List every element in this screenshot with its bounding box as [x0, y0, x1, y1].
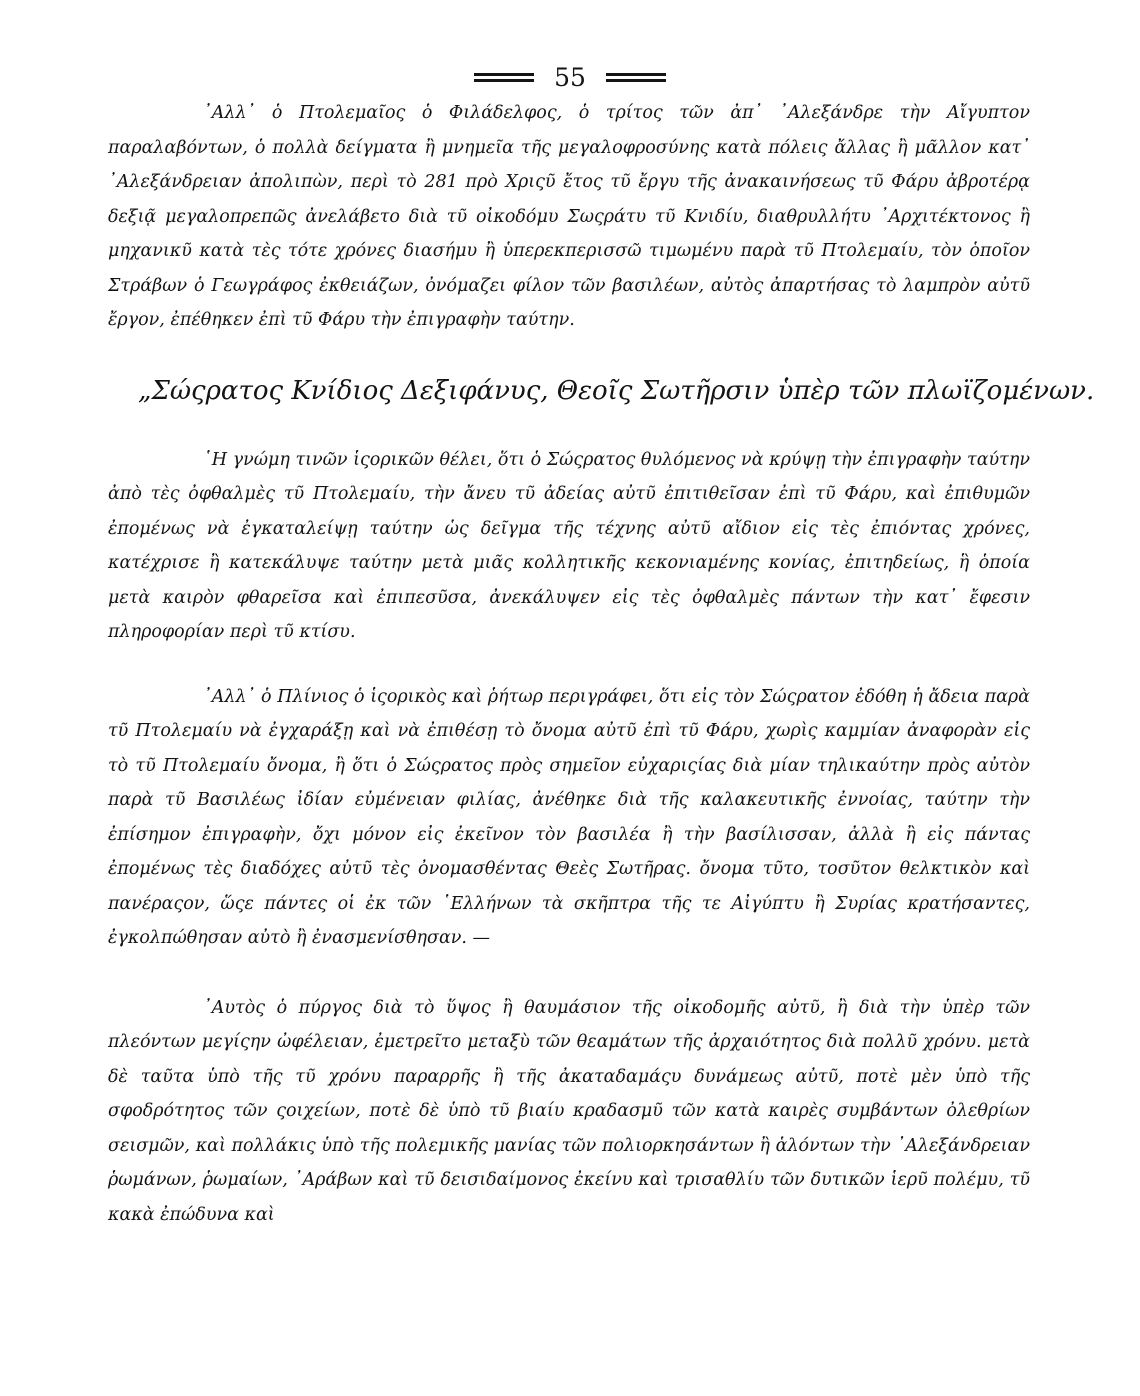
- page-header: [0, 60, 1140, 94]
- page-number: 55: [554, 62, 586, 92]
- header-rule-left: [474, 73, 534, 82]
- paragraph-pliny: ᾽Αλλ᾽ ὁ Πλίνιος ὁ ἱςορικὸς καὶ ῥήτωρ περιγράφει, ὅτι εἰς τὸν Σώςρατον ἐδόθη ἡ ἄδεια παρὰ τῦ Πτολεμαίυ νὰ ἐγχαράξῃ καὶ νὰ ἐπιθέσῃ τὸ ὄνομα αὐτῦ ἐπὶ τῦ Φάρυ, χωρὶς καμμίαν ἀναφορὰν εἰς τὸ τῦ Πτολεμαίυ ὄνομα, ἢ ὅτι ὁ Σώςρατος πρὸς σημεῖον εὐχαριςίας διὰ μίαν τηλικαύτην πρὸς αὐτὸν παρὰ τῦ Βασιλέως ἰδίαν εὐμένειαν φιλίας, ἀνέθηκε διὰ τῆς καλακευτικῆς ἐννοίας, ταύτην τὴν ἐπίσημον ἐπιγραφὴν, ὄχι μόνον εἰς ἐκεῖνον τὸν βασιλέα ἢ τὴν βασίλισσαν, ἀλλὰ ἢ εἰς πάντας ἐπομένως τὲς διαδόχες αὐτῦ τὲς ὀνομασθέντας Θεὲς Σωτῆρας. ὄνομα τῦτο, τοσῦτον θελκτικὸν καὶ πανέραςον, ὥςε πάντες οἱ ἐκ τῶν ῾Ελλήνων τὰ σκῆπτρα τῆς τε Αἰγύπτυ ἢ Συρίας κρατήσαντες, ἐγκολπώθησαν αὐτὸ ἢ ἐνασμενίσθησαν. —: [108, 686, 1030, 948]
- paragraph-ptolemy-philadelphus: ᾽Αλλ᾽ ὁ Πτολεμαῖος ὁ Φιλάδελφος, ὁ τρίτος τῶν ἀπ᾽ ᾽Αλεξάνδρε τὴν Αἴγυπτον παραλαβόντων, ὁ πολλὰ δείγματα ἢ μνημεῖα τῆς μεγαλοφροσύνης κατὰ πόλεις ἄλλας ἢ μᾶλλον κατ᾽ ᾽Αλεξάνδρειαν ἀπολιπὼν, περὶ τὸ 281 πρὸ Χριςῦ ἔτος τῦ ἔργυ τῆς ἀνακαινήσεως τῦ Φάρυ ἀβροτέρᾳ δεξιᾷ μεγαλοπρεπῶς ἀνελάβετο διὰ τῦ οἰκοδόμυ Σωςράτυ τῦ Κνιδίυ, διαθρυλλήτυ ᾽Αρχιτέκτονος ἢ μηχανικῦ κατὰ τὲς τότε χρόνες διασήμυ ἢ ὑπερεκπερισσῶ τιμωμένυ παρὰ τῦ Πτολεμαίυ, τὸν ὁποῖον Στράβων ὁ Γεωγράφος ἐκθειάζων, ὀνόμαζει φίλον τῶν βασιλέων, αὐτὸς ἀπαρτήσας τὸ λαμπρὸν αὐτῦ ἔργον, ἐπέθηκεν ἐπὶ τῦ Φάρυ τὴν ἐπιγραφὴν ταύτην.: [108, 103, 1030, 330]
- paragraph-tower-history: ᾽Αυτὸς ὁ πύργος διὰ τὸ ὕψος ἢ θαυμάσιον τῆς οἰκοδομῆς αὐτῦ, ἢ διὰ τὴν ὑπὲρ τῶν πλεόντων μεγίςην ὠφέλειαν, ἐμετρεῖτο μεταξὺ τῶν θεαμάτων τῆς ἀρχαιότητος διὰ πολλῦ χρόνυ. μετὰ δὲ ταῦτα ὑπὸ τῆς τῦ χρόνυ παραρρῆς ἢ τῆς ἀκαταδαμάςυ δυνάμεως αὐτῦ, ποτὲ μὲν ὑπὸ τῆς σφοδρότητος τῶν ςοιχείων, ποτὲ δὲ ὑπὸ τῦ βιαίυ κραδασμῦ τῶν κατὰ καιρὲς συμβάντων ὀλεθρίων σεισμῶν, καὶ πολλάκις ὑπὸ τῆς πολεμικῆς μανίας τῶν πολιορκησάντων ἢ ἁλόντων τὴν ᾽Αλεξάνδρειαν ῥωμάνων, ῥωμαίων, ᾽Αράβων καὶ τῦ δεισιδαίμονος ἐκείνυ καὶ τρισαθλίυ τῶν δυτικῶν ἱερῦ πολέμυ, τῦ κακὰ ἐπώδυνα καὶ: [108, 997, 1030, 1225]
- paragraph-historians-opinion: ῾Η γνώμη τινῶν ἱςορικῶν θέλει, ὅτι ὁ Σώςρατος θυλόμενος νὰ κρύψῃ τὴν ἐπιγραφὴν ταύτην ἀπὸ τὲς ὀφθαλμὲς τῦ Πτολεμαίυ, τὴν ἄνευ τῦ ἀδείας αὐτῦ ἐπιτιθεῖσαν ἐπὶ τῦ Φάρυ, καὶ ἐπιθυμῶν ἐπομένως νὰ ἐγκαταλείψῃ ταύτην ὡς δεῖγμα τῆς τέχνης αὐτῦ αἴδιον εἰς τὲς ἐπιόντας χρόνες, κατέχρισε ἢ κατεκάλυψε ταύτην μετὰ μιᾶς κολλητικῆς κεκονιαμένης κονίας, ἐπιτηδείως, ἣ ὁποία μετὰ καιρὸν φθαρεῖσα καὶ ἐπιπεσῦσα, ἀνεκάλυψεν εἰς τὲς ὀφθαλμὲς πάντων τὴν κατ᾽ ἔφεσιν πληροφορίαν περὶ τῦ κτίσυ.: [108, 449, 1030, 642]
- page-body: [108, 96, 1095, 1232]
- inscription-quote: „Σώςρατος Κνίδιος Δεξιφάνυς, Θεοῖς Σωτῆρσιν ὑπὲρ τῶν πλωϊζομένων.: [138, 375, 1095, 406]
- header-rule-right: [606, 73, 666, 82]
